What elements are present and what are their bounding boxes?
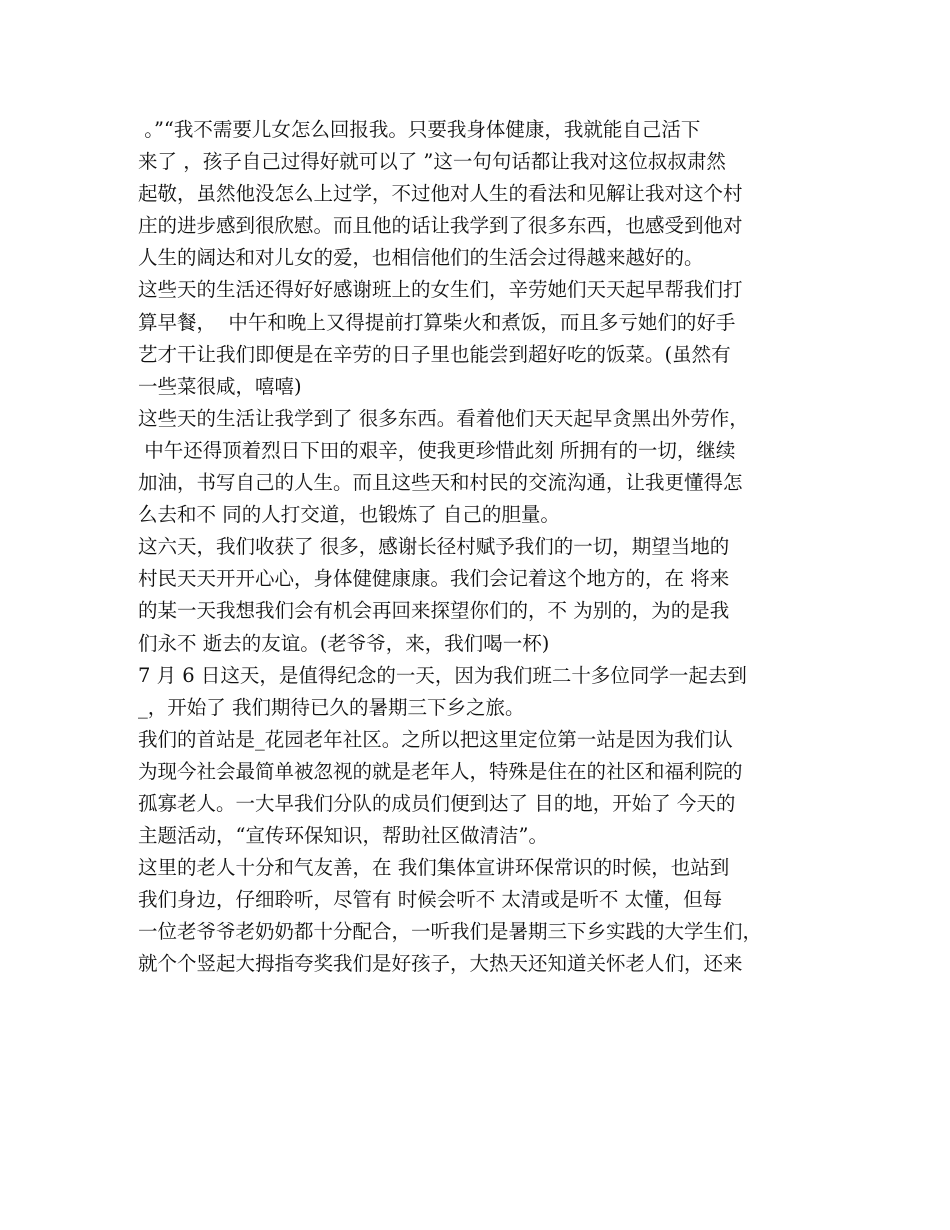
text-line-13: 么去和不 同的人打交道，也锻炼了 自己的胆量。 bbox=[138, 503, 560, 527]
text-line-26: 一位老爷爷老奶奶都十分配合，一听我们是暑期三下乡实践的大学生们， bbox=[138, 920, 763, 944]
text-line-11: 中午还得顶着烈日下田的艰辛，使我更珍惜此刻 所拥有的一切，继续 bbox=[138, 438, 736, 462]
text-line-15: 村民天天开开心心，身体健健康康。我们会记着这个地方的，在 将来 bbox=[138, 567, 730, 591]
text-line-5: 人生的阔达和对儿女的爱，也相信他们的生活会过得越来越好的。 bbox=[138, 246, 704, 270]
text-line-20: 我们的首站是_花园老年社区。之所以把这里定位第一站是因为我们认 bbox=[138, 727, 733, 751]
text-line-14: 这六天，我们收获了 很多，感谢长径村赋予我们的一切，期望当地的 bbox=[138, 535, 730, 559]
text-line-3: 起敬，虽然他没怎么上过学，不过他对人生的看法和见解让我对这个村 bbox=[138, 182, 743, 206]
text-line-17: 们永不 逝去的友谊。(老爷爷，来，我们喝一杯) bbox=[138, 631, 550, 655]
text-line-18: 7 月 6 日这天，是值得纪念的一天，因为我们班二十多位同学一起去到 bbox=[138, 663, 747, 687]
text-line-2: 来了 ，孩子自己过得好就可以了 ”这一句句话都让我对这位叔叔肃然 bbox=[138, 150, 726, 174]
text-line-24: 这里的老人十分和气友善，在 我们集体宣讲环保常识的时候，也站到 bbox=[138, 856, 730, 880]
text-line-22: 孤寡老人。一大早我们分队的成员们便到达了 目的地，开始了 今天的 bbox=[138, 791, 736, 815]
text-line-12: 加油，书写自己的人生。而且这些天和村民的交流沟通，让我更懂得怎 bbox=[138, 471, 743, 495]
text-line-16: 的某一天我想我们会有机会再回来探望你们的，不 为别的，为的是我 bbox=[138, 599, 730, 623]
text-line-7: 算早餐， 中午和晚上又得提前打算柴火和煮饭，而且多亏她们的好手 bbox=[138, 310, 736, 334]
text-line-10: 这些天的生活让我学到了 很多东西。看着他们天天起早贪黑出外劳作， bbox=[138, 406, 749, 430]
text-line-19: _，开始了 我们期待已久的暑期三下乡之旅。 bbox=[138, 695, 525, 719]
text-line-9: 一些菜很咸，嘻嘻) bbox=[138, 374, 302, 398]
text-line-25: 我们身边，仔细聆听，尽管有 时候会听不 太清或是听不 太懂，但每 bbox=[138, 888, 723, 912]
text-line-23: 主题活动，“宣传环保知识，帮助社区做清洁”。 bbox=[138, 824, 548, 848]
text-line-27: 就个个竖起大拇指夸奖我们是好孩子，大热天还知道关怀老人们，还来 bbox=[138, 952, 743, 976]
text-line-1: 。”“我不需要儿女怎么回报我。只要我身体健康，我就能自己活下 bbox=[138, 118, 701, 141]
text-line-21: 为现今社会最简单被忽视的就是老年人，特殊是住在的社区和福利院的 bbox=[138, 759, 743, 783]
text-line-4: 庄的进步感到很欣慰。而且他的话让我学到了很多东西，也感受到他对 bbox=[138, 214, 743, 238]
text-line-6: 这些天的生活还得好好感谢班上的女生们，辛劳她们天天起早帮我们打 bbox=[138, 278, 743, 302]
text-line-8: 艺才干让我们即便是在辛劳的日子里也能尝到超好吃的饭菜。(虽然有 bbox=[138, 342, 731, 366]
document-body bbox=[138, 114, 828, 981]
